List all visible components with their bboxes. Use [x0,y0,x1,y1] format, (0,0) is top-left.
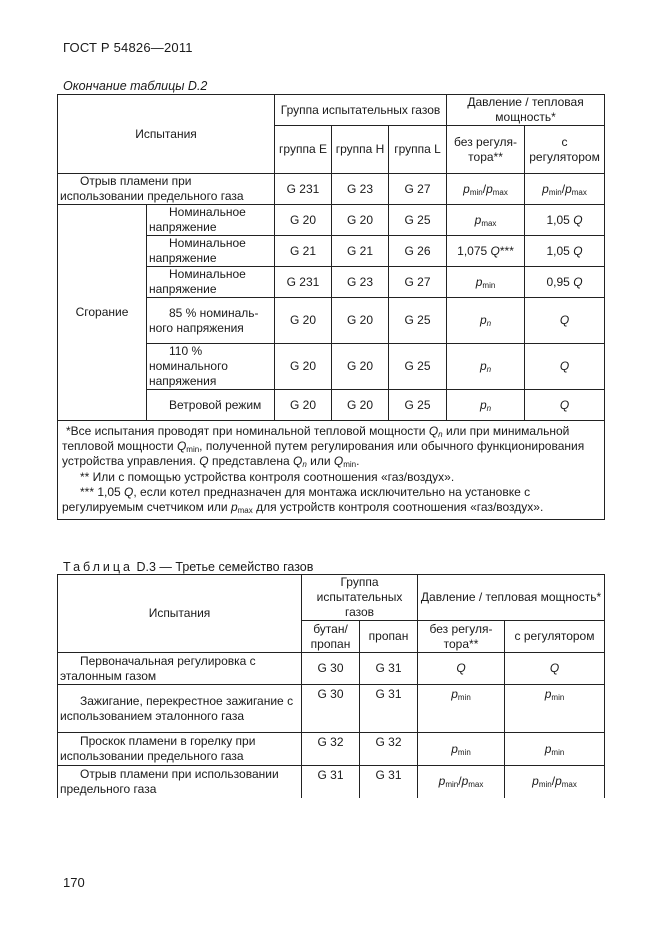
table-row [58,733,605,766]
cell-no-regulator: $p_{min}$ [447,267,525,298]
cell-group-h: G 21 [332,236,389,267]
cell-with-regulator: Q [525,298,605,344]
header-with-regulator: с регулятором [505,621,605,653]
table-d3 [57,574,605,798]
cell-with-regulator: Q [505,653,605,685]
cell-group-l: G 25 [389,298,447,344]
row-sublabel: 85 % номиналь-ного напряжения [147,298,275,344]
cell-group-h: G 23 [332,174,389,205]
cell-group-l: G 25 [389,344,447,390]
cell-no-regulator: Q [418,653,505,685]
header-with-regulator: с регулятором [525,126,605,174]
header-group-l: группа L [389,126,447,174]
row-sublabel: Номинальное напряжение [147,205,275,236]
cell-group-e: G 20 [275,205,332,236]
row-sublabel: 110 % номинального напряжения [147,344,275,390]
cell-with-regulator: $p_{min}$ [505,685,605,733]
row-label: Зажигание, перекрестное зажигание с использованием эталонного газа [58,685,302,733]
cell-with-regulator: $p_{min}/p_{max}$ [525,174,605,205]
cell-no-regulator: 1,075 Q*** [447,236,525,267]
table-row [58,653,605,685]
header-group-h: группа H [332,126,389,174]
header-group-e: группа E [275,126,332,174]
cell-no-regulator: $p_{min}$ [418,733,505,766]
header-tests: Испытания [58,95,275,174]
footnote-3: *** 1,05 Q, если котел предназначен для монтажа исключительно на установке с регулируемым счетчиком или $p_{max}$ для устройств контроля соотношения «газ/воздух». [62,484,544,516]
header-propane: пропан [360,621,418,653]
cell-butane-propane: G 32 [302,733,360,766]
cell-group-h: G 20 [332,390,389,421]
header-gas-group: Группа испытательных газов [275,95,447,126]
header-gas-group: Группа испытательных газов [302,575,418,621]
cell-group-h: G 20 [332,298,389,344]
row-label: Отрыв пламени при использовании предельного газа [58,766,302,798]
header-pressure: Давление / тепловая мощность* [418,575,605,621]
cell-propane: G 32 [360,733,418,766]
header-no-regulator: без регуля-тора** [418,621,505,653]
cell-with-regulator: 0,95 Q [525,267,605,298]
footnote-2: ** Или с помощью устройства контроля соотношения «газ/воздух». [80,469,455,484]
cell-propane: G 31 [360,653,418,685]
cell-with-regulator: Q [525,344,605,390]
cell-group-e: G 20 [275,298,332,344]
table-d3-caption-prefix: Таблица [63,560,134,574]
cell-no-regulator: $p_n$ [447,390,525,421]
cell-no-regulator: $p_{min}/p_{max}$ [418,766,505,798]
cell-propane: G 31 [360,685,418,733]
cell-group-e: G 231 [275,267,332,298]
document-header: ГОСТ Р 54826—2011 [63,40,193,55]
table-row [58,766,605,798]
table-row [58,174,605,205]
table-d3-caption-title: D.3 — Третье семейство газов [133,560,314,574]
header-pressure: Давление / тепловая мощность* [447,95,605,126]
cell-butane-propane: G 30 [302,685,360,733]
cell-no-regulator: $p_{min}/p_{max}$ [447,174,525,205]
header-butane-propane: бутан/ пропан [302,621,360,653]
table-notes-row [58,421,605,520]
row-label-flame-lift: Отрыв пламени при использовании предельного газа [58,174,275,205]
cell-group-e: G 231 [275,174,332,205]
cell-group-e: G 20 [275,344,332,390]
cell-group-l: G 25 [389,205,447,236]
page-number: 170 [63,875,85,890]
cell-group-h: G 23 [332,267,389,298]
cell-no-regulator: $p_n$ [447,344,525,390]
cell-group-l: G 26 [389,236,447,267]
table-d2 [57,94,605,520]
row-sublabel: Номинальное напряжение [147,267,275,298]
table-d2-caption: Окончание таблицы D.2 [63,79,208,93]
cell-group-h: G 20 [332,205,389,236]
cell-group-e: G 20 [275,390,332,421]
cell-group-l: G 25 [389,390,447,421]
row-label: Первоначальная регулировка с эталонным газом [58,653,302,685]
cell-no-regulator: $p_{max}$ [447,205,525,236]
cell-with-regulator: 1,05 Q [525,205,605,236]
cell-with-regulator: $p_{min}/p_{max}$ [505,766,605,798]
cell-group-e: G 21 [275,236,332,267]
row-label-combustion: Сгорание [58,205,147,421]
table-row [58,205,605,236]
row-sublabel: Ветровой режим [147,390,275,421]
table-notes [58,421,605,520]
footnote-1: *Все испытания проводят при номинальной тепловой мощности $Q_n$ или при минимальной тепловой мощности $Q_{min}$, полученной путем регулирования или обычного функционирования устройства управления. Q представлена $Q_n$ или $Q_{min}$. [62,424,585,470]
cell-group-h: G 20 [332,344,389,390]
cell-no-regulator: $p_{min}$ [418,685,505,733]
header-tests: Испытания [58,575,302,653]
cell-with-regulator: $p_{min}$ [505,733,605,766]
row-sublabel: Номинальное напряжение [147,236,275,267]
row-label: Проскок пламени в горелку при использовании предельного газа [58,733,302,766]
cell-no-regulator: $p_n$ [447,298,525,344]
cell-butane-propane: G 31 [302,766,360,798]
cell-butane-propane: G 30 [302,653,360,685]
cell-group-l: G 27 [389,267,447,298]
table-row [58,685,605,733]
cell-group-l: G 27 [389,174,447,205]
cell-with-regulator: 1,05 Q [525,236,605,267]
header-no-regulator: без регуля-тора** [447,126,525,174]
cell-with-regulator: Q [525,390,605,421]
cell-propane: G 31 [360,766,418,798]
